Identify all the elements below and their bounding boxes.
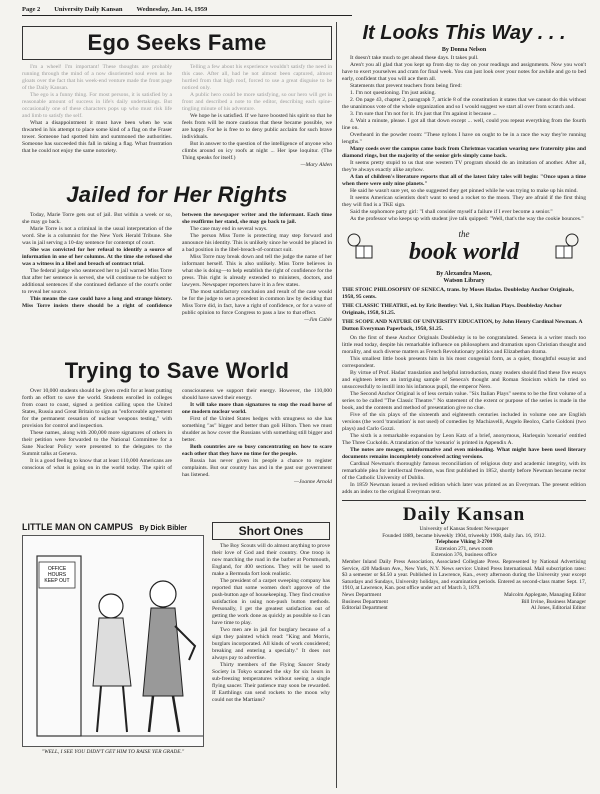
door-sign: OFFICE HOURS KEEP OUT [44,566,70,584]
staff-role: Editorial Department [342,605,388,612]
editorial-title: Ego Seeks Fame [22,26,332,60]
paragraph: Aren't you all glad that you kept up from day to day on your readings and assignments. Now you won't have to exert yourselves and cram for final week. You can just look over your notes for awhile and go to bed early, confident that you will ace them all. [342,62,586,82]
book-world-word-the: the [458,228,470,239]
paragraph: The Second Anchor Original is of less certain value. "Six Italian Plays" seems to be the first volume of a series to be called "The Classic Theatre." No statement of the extent or purpose of the series is made in the book, and the contents and method of presentation give no clue. [342,391,586,411]
paragraph: The case may end in several ways. [190,226,268,232]
paragraph: Five of the six plays of the sixteenth and eighteenth centuries included in volume one are English versions (the word 'translation' is not used) of comedies by Machiavelli, Angelo Beolco, Carlo Goldoni (two plays) and Carlo Gozzi. [342,412,586,432]
bottom-row [22,522,332,770]
paragraph: On the first of these Anchor Originals Doubleday is to be congratulated. Seneca is a writer much too little read today, despite his remarkable influence on philosophers and dramatists upon Christian thought and morality, and such diverse matters as French Revolutionary politics and Elizabethan drama. [342,335,586,355]
cartoon-series-name: LITTLE MAN ON CAMPUS [22,522,133,532]
paragraph: The federal judge who sentenced her to jail warned Miss Torre that after her sentence is served, she will continue to be subject to additional sentences if she continued defiance of the court's order to reveal her source. [22,268,172,295]
staff-name: Al Jones, Editorial Editor [530,605,586,612]
paragraph: Telling a few about his experience wouldn't satisfy the need in this case. After all, had he not almost been captured, almost hurtled from that high roof, forced to use a great disguise to be noticed only. [182,64,332,91]
paragraph: A public hero could be more satisfying, so our hero will get in front and described a note to the editor, describing each spine-tingling minute of his adventure. [182,92,332,112]
cartoon-panel [22,522,204,770]
paragraph: By virtue of Prof. Hadas' translation and helpful introduction, many readers should find these five essays and eighteen letters an intriguing sample of Seneca's thought and Roman Stoicism which he tried so unsuccessfully to instill into his infamous pupil, the emperor Nero. [342,370,586,390]
paragraph: Statements that prevent teachers from being fired: [350,83,462,89]
page-header [22,6,352,16]
paragraph: 3. I'm sure that I'm not for it. It's just that I'm against it because ... [350,111,497,117]
paragraph: The person Miss Torre is protecting may step forward and announce his identity. This is unlikely since he would be placed in a bad position in the libel-breach-of-contract suit. [182,233,332,253]
staff-row [342,592,586,599]
masthead-line: Founded 1889, became biweekly 1904, triweekly 1908, daily Jan. 16, 1912. [382,532,546,539]
masthead-line: Extension 376, business office [431,552,497,559]
editorial-body [22,64,332,168]
staff-role: Business Department [342,598,388,605]
paragraph: What a disappointment it must have been when he was thwarted in his attempt to place some kind of a flag on the Fraser tower. Someone had spotted him and summoned the authorities. Someone has succeeded this fall in taking a flag. What frustration that he could not enjoy the same notoriety. [22,120,172,154]
column-divider [336,22,337,788]
paragraph: First of the United States hedges with smugness so she has something "as" bigger and better than goli Hilton. Then we must shudder as how cover the Russians with something still bigger and better. [182,416,332,443]
paragraph: But in answer to the question of the intelligence of anyone who climbs around on icy roofs at night ... Her ipse loquitur. (The Thing speaks for itself.) [182,141,332,161]
cartoon-artist: By Dick Bibler [139,525,187,532]
paragraph: 2. On page 43, chapter 2, paragraph 7, article 8 of the constitution it states that we cannot do this without the unanimous vote of the whole organization and so I would suggest we start all over from scratch and. [342,97,586,110]
reader-illustration-icon [342,230,376,264]
paragraph: Today, Marie Torre gets out of jail. But within a week or so, she may go back. [22,212,172,225]
paragraph: The Boy Scouts will do almost anything to prove their love of God and their country. One troop is now marching the road in the barber at Portsmouth, England, for 400 sections. They will be used to make a Bermuda fort look realistic. [212,543,331,577]
book-world-banner [342,227,586,267]
paper-name: University Daily Kansan [54,6,123,13]
staff-role: News Department [342,591,382,598]
paragraph: He said he wasn't sure yet, so she suggested they get pinned while he was trying to make up his mind. [350,188,578,194]
paragraph: In 1859 Newman issued a revised edition which later was printed as an Everyman. The present edition adds an index to the original Everyman text. [342,482,586,495]
editorial-jailed [22,182,332,352]
staff-name: Malcolm Applegate, Managing Editor [503,591,586,598]
editorial-ego-seeks-fame [22,26,332,176]
paragraph: She was convicted for her refusal to identify a source of information in one of her columns. At the time she refused she was a witness in a libel and breach of contract trial. [22,247,172,267]
staff-name: Bill Irvine, Business Manager [521,598,586,605]
short-ones-column [212,522,330,770]
kansan-masthead [342,500,586,612]
paragraph: Two men are in jail for burglary because of a sign they painted which read: "King and Morris, burglars incorporated. All kinds of work considered; breaking and entering a specialty." It does not always pay to advertise. [212,627,330,661]
masthead-phone: Telephone Viking 3-2700 [435,539,493,546]
paragraph: The president of a carpet sweeping company has reported that some women don't approve of the push-button age of housekeeping. They find creative satisfaction in using non-push button methods. Personally, I get the greatest satisfaction out of getting the work done as quickly as possible so I can have time to play. [212,578,330,626]
column-title-it-looks-this-way: It Looks This Way . . . [362,22,566,44]
paragraph: Over 10,000 students should be given credit for at least putting forth an effort to save the world. Students enrolled in colleges from coast to coast, signed a petition calling upon the United States, Russia and Great Britain to sign an "enforceable agreement for the permanent cessation of nuclear weapons testing," with provision for control and inspection. [22,388,172,429]
paragraph: It seems American scientists don't want to send a rocket to the moon. They are afraid if the first thing they will find is a TKE sign. [342,195,586,208]
author-signature: —Mary Alden [300,162,332,168]
staff-row [342,599,586,606]
issue-date: Wednesday, Jan. 14, 1959 [136,6,208,13]
paragraph: It doesn't take much to get ahead these days. It takes pull. [350,55,479,61]
paragraph: This means the case could have a long and strange history. Miss Torre insists there should be a right of confidence between the newspaper writer and the informant. Each time she reaffirms her stand, she may go back to jail. [22,212,332,309]
paragraph: Many coeds over the campus came back from Christmas vacation wearing new fraternity pins and diamond rings, but the majority of the senior girls simply came back. [342,146,586,159]
editorial-body [22,212,332,323]
book-listing: THE CLASSIC THEATRE, ed. by Eric Bentley: Vol. 1, Six Italian Plays. Doubleday Anchor Originals, 1958, $1.25. [342,303,562,316]
author-signature: —Joanne Arnold [294,479,332,485]
paragraph: Both countries are so busy concentrating on how to scare each other that they have no time for the people. [182,444,332,457]
book-affiliation: Watson Library [443,278,485,284]
editorial-trying-to-save-world [22,358,332,516]
book-world-logo [409,229,519,266]
paragraph: It will take more than signatures to stop the road horse of one modern nuclear world. [182,402,332,415]
masthead-line: Extension 271, news room [435,545,493,552]
left-column [22,22,332,770]
author-signature: —Jim Cable [304,317,332,323]
book-world-byline [342,271,586,285]
paragraph: 1. I'm not questioning. I'm just asking. [350,90,436,96]
book-listing: THE SCOPE AND NATURE OF UNIVERSITY EDUCATION, by John Henry Cardinal Newman. A Dutton Everyman Paperback, 1958, $1.25. [342,319,583,332]
paragraph: It seems pretty stupid to us that one western TV program should do an imitation of another. After all, they're always exactly alike anyhow. [342,160,586,173]
paragraph: Miss Torre may break down and tell the judge the name of her informant herself. This is also unlikely. Miss Torre believes in what she is doing—to help establish the right of confidence for the press. This right is already extended to ministers, doctors, and lawyers. Newspaper reporters have it in a few states. [182,254,332,288]
book-listing: THE STOIC PHILOSOPHY OF SENECA, trans. by Moses Hadas. Doubleday Anchor Originals, 1958, 95 cents. [342,287,574,300]
paragraph: As the professor who keeps up with student jive talk quipped: "Well, that's the way the cookie bounces." [350,216,584,222]
paragraph: The ego is a funny thing. For most persons, it is satisfied by a reasonable amount of success in life's daily undertakings. But occasionally one of these characters pops up who must risk life and limb to satisfy the self. [22,92,172,119]
paragraph: Marie Torre is not a criminal in the usual interpretation of the word. She is a columnist for the New York Herald Tribune. She was in jail serving a 10-day sentence for contempt of court. [22,226,172,246]
reader-illustration-icon [552,230,586,264]
editorial-title: Jailed for Her Rights [66,182,288,207]
paragraph: Thirty members of the Flying Saucer Study Society in Tokyo scanned the sky for six hours in sub-freezing temperatures without seeing a single flying saucer. Their patience may soon be rewarded. If Earthlings can send rockets to the moon why could not the Martians? [212,662,330,703]
paragraph: I'm a wheel! I'm important! These thoughts are probably running through the mind of a now disoriented soul even as he gloats over the fact that his week-end venture made the front page of the Daily Kansan. [22,64,172,91]
masthead-line: University of Kansas Student Newspaper [419,526,509,532]
masthead-details: Member Inland Daily Press Association, Associated Collegiate Press. Represented by National Advertising Service, 420 Madison Ave., New York, N.Y. News service: United Press International. Mail subscription rates: $3 a semester or $4.50 a year. Published in Lawrence, Kan., every afternoon during the University year except Saturdays and Sundays, University holidays, and examination periods. Entered as second-class matter Sept. 17, 1910, at Lawrence, Kan. post office under act of March 3, 1879. [342,558,586,592]
page-number: Page 2 [22,6,41,13]
cartoon-illustration [22,535,204,747]
cartoon-title [22,522,204,532]
paragraph: It is a good feeling to know that at least 110,000 Americans are conscious of what is going on in the world today. The spirit of consciousness we support their energy. However, the 110,000 should have saved their energy. [22,388,332,471]
paragraph: A fan of children's literature reports that all of the latest fairy tales will begin: "Once upon a time when there were only nine planets." [342,174,586,187]
byline: By Donna Nelson [441,47,487,53]
right-column [342,22,586,612]
editorial-body [22,388,332,485]
paragraph: Cardinal Newman's thoroughly famous reconciliation of religious duty and academic integrity, with its remarkable plea for intellectual freedom, was first published in 1852, shortly before Newman became rector of the Catholic University of Dublin. [342,461,586,481]
book-world-word: book world [408,238,519,265]
cartoon-caption: "WELL, I SEE YOU DIDN'T GET HIM TO RAISE YER GRADE." [41,749,185,755]
paragraph: Said the sophomore party girl: "I shall consider myself a failure if I ever become a senior." [350,209,553,215]
staff-row [342,605,586,612]
paragraph: This smallest little book presents him in his most congenial form, as a quiet, thoughtful essayist and correspondent. [342,356,586,369]
kansan-logo: Daily Kansan [402,504,526,525]
paragraph: Overheard in the powder room: "These nylons I have on ought to be in a race the way they're running lengths." [342,132,586,145]
paragraph: 4. Wait a minute, please. I got all that down except ... well, could you repeat everything from the fourth line on. [342,118,586,131]
paragraph: The sixth is a remarkable expansion by Leon Katz of a brief, anonymous, Harlequin 'scenario' entitled The Three Cuckolds. A translation of the 'scenario' is printed in Appendix A. [342,433,586,446]
paragraph: The notes are meager, uninformative and even misleading. What might have been used literary documents remains incompletely conceived acting versions. [342,447,586,460]
editorial-title: Trying to Save World [64,358,290,383]
short-ones-title: Short Ones [212,522,330,540]
cartoon-drawing [23,536,203,746]
paragraph: Russia has never given its people a chance to register complaints. But our country has and in the past our government has listened. [182,458,332,478]
paragraph: These names, along with 200,000 more signatures of others in their petition were forwarded to the National Committee for a Sane Nuclear Policy were presented to the delegates to the Summit talks at Geneva. [22,430,172,457]
book-author: By Alexandra Mason, [436,271,492,277]
paragraph: We hope he is satisfied. If we have boosted his spirit so that he feels from will be more cautious that these became possible, we are happy. For he is free to to deny public acclaim for such brave individuals. [182,113,332,140]
paragraph: The most satisfactory conclusion and result of the case would be for the judge to set a precedent in common law by deciding that Miss Torre did, in fact, have a right of confidence, or for a wave of public opinion to force Congress to pass a law to that effect. [182,289,332,316]
